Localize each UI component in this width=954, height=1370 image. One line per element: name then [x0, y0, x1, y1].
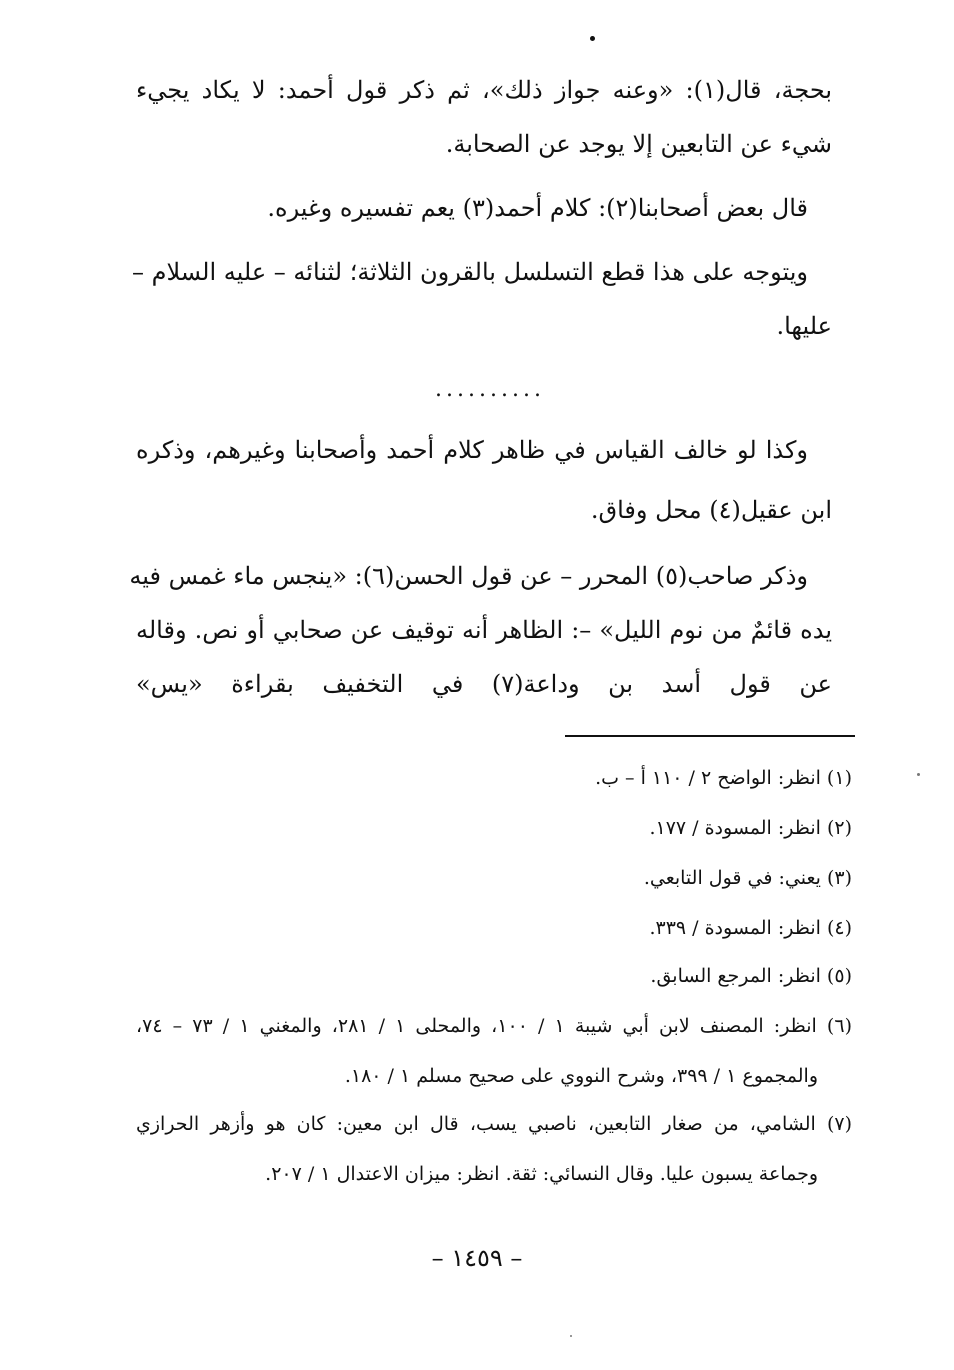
- footnote-2: (٢) انظر: المسودة / ١٧٧.: [649, 817, 852, 839]
- footnote-7: (٧) الشامي، من صغار التابعين، ناصبي يسب، قال ابن معين: كان هو وأزهر الحرازي: [136, 1113, 852, 1135]
- text-line-8: وذكر صاحب(٥) المحرر – عن قول الحسن(٦): «ينجس ماء غمس فيه: [129, 562, 808, 590]
- scan-speck: [570, 1335, 572, 1337]
- footnote-3: (٣) يعني: في قول التابعي.: [643, 867, 852, 889]
- top-dot: [590, 36, 595, 41]
- footnote-7-continued: وجماعة يسبون عليا. وقال النسائي: ثقة. انظر: ميزان الاعتدال ١ / ٢٠٧.: [265, 1163, 818, 1185]
- text-line-9: يده قائمٌ من نوم الليل» –: الظاهر أنه توقيف عن صحابي أو نص. وقاله: [136, 616, 832, 644]
- footnote-rule: [565, 735, 855, 737]
- text-line-2: شيء عن التابعين إلا يوجد عن الصحابة.: [445, 130, 832, 158]
- text-line-1: بحجة، قال(١): «وعنه جواز ذلك»، ثم ذكر قول أحمد: لا يكاد يجيء: [136, 76, 832, 104]
- page-number: – ١٤٥٩ –: [431, 1244, 523, 1272]
- footnote-6: (٦) انظر: المصنف لابن أبي شيبة ١ / ١٠٠، والمحلى ١ / ٢٨١، والمغني ١ / ٧٣ – ٧٤،: [136, 1015, 852, 1037]
- text-line-5: عليها.: [776, 312, 832, 340]
- text-line-4: ويتوجه على هذا قطع التسلسل بالقرون الثلاثة؛ لثنائه – عليه السلام –: [131, 258, 808, 286]
- footnote-4: (٤) انظر: المسودة / ٣٣٩.: [649, 917, 852, 939]
- scan-speck: [917, 773, 920, 776]
- footnote-5: (٥) انظر: المرجع السابق.: [650, 965, 852, 987]
- text-line-7: ابن عقيل(٤) محل وفاق.: [590, 496, 832, 524]
- footnote-1: (١) انظر: الواضح ٢ / ١١٠ أ – ب.: [595, 767, 852, 789]
- footnote-6-continued: والمجموع ١ / ٣٩٩، وشرح النووي على صحيح مسلم ١ / ١٨٠.: [344, 1065, 818, 1087]
- section-separator: ..........: [435, 377, 545, 402]
- text-line-6: وكذا لو خالف القياس في ظاهر كلام أحمد وأصحابنا وغيرهم، وذكره: [136, 436, 809, 464]
- text-line-3: قال بعض أصحابنا(٢): كلام أحمد(٣) يعم تفسيره وغيره.: [267, 194, 808, 222]
- text-line-10: عن قول أسد بن وداعة(٧) في التخفيف بقراءة «يس»: [136, 670, 832, 698]
